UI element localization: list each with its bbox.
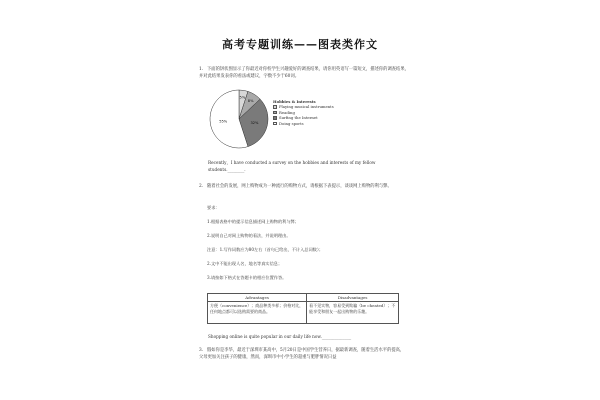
question-number: 3. (199, 348, 204, 353)
question-number: 1. (199, 67, 204, 72)
question-1 (199, 66, 409, 80)
table-header: Advantages (208, 294, 307, 302)
legend-swatch (273, 122, 277, 126)
requirement-1: 1.根据表格中的提示信息描述网上购物的利与弊； (207, 219, 299, 224)
legend-swatch (273, 116, 277, 120)
question-prompt: 随着社会的发展，网上购物成为一种流行的购物方式，请根据下表提示，谈谈网上购物的利与弊。 (207, 184, 392, 189)
q1-sentence: Recently，I have conducted a survey on the hobbies and interests of my fellow students.________. (208, 160, 376, 172)
note-1: 注意：1.写作词数应为80左右（首句已给出，不计入总词数）； (207, 247, 324, 252)
legend-swatch (273, 111, 277, 115)
slice-label: 32% (250, 121, 259, 126)
note-3: 3.请按如下格式在答题卡的相应位置作答。 (207, 275, 287, 280)
chart-legend (273, 99, 334, 126)
question-prompt: 下面的饼状图显示了你最近对你校学生兴趣爱好的调查结果，请你用英语写一篇短文，描述你的调查结果，并对此结果发表你的看法或建议，字数不少于60词。 (199, 67, 409, 79)
question-prompt: 假如你是李华，最近于深圳市某高中，5月20日是中国学生营养日，据最新调查，随着生活水平的提高，父母更加关注孩子的健康，然而，深圳市中小学生的超重与肥胖情况日益 (199, 348, 405, 360)
table-header: Disadvantages (307, 294, 399, 302)
advantages-table (207, 293, 399, 324)
requirement-2: 2.说明自己对网上购物的看法，并说明理由。 (207, 233, 291, 238)
legend-label: Doing sports (279, 120, 304, 126)
table-cell: 看不见实物，容易受到欺骗（be cheated）；不能享受和朋友一起出购物的乐趣。 (307, 302, 399, 324)
page-title: 高考专题训练——图表类作文 (222, 38, 378, 51)
question-2 (199, 183, 405, 190)
table-cell: 方便（convenience）；商品种类多样；价格对比，任何地点都可以选购需要的商品。 (208, 302, 307, 324)
legend-swatch (273, 105, 277, 109)
pie-chart (207, 88, 347, 150)
shopping-line: Shopping online is quite popular in our daily life now.______________ (208, 334, 352, 339)
legend-item (273, 121, 334, 126)
legend-label: Playing musical instruments (279, 104, 334, 110)
pie-chart-svg (207, 88, 273, 150)
table-header-row (208, 294, 399, 302)
table-row (208, 302, 399, 324)
slice-label: 55% (219, 119, 228, 124)
question-number: 2. (199, 184, 204, 189)
legend-label: Surfing the Internet (279, 115, 318, 121)
slice-label: 8% (247, 98, 254, 103)
legend-label: Reading (279, 109, 295, 115)
requirements-label: 要求： (207, 205, 220, 210)
question-3 (199, 347, 405, 361)
note-2: 2.文中不能出现人名，地名等真实信息； (207, 261, 283, 266)
slice-label: 5% (239, 95, 246, 100)
legend-title: Hobbies & Interests (273, 99, 316, 104)
